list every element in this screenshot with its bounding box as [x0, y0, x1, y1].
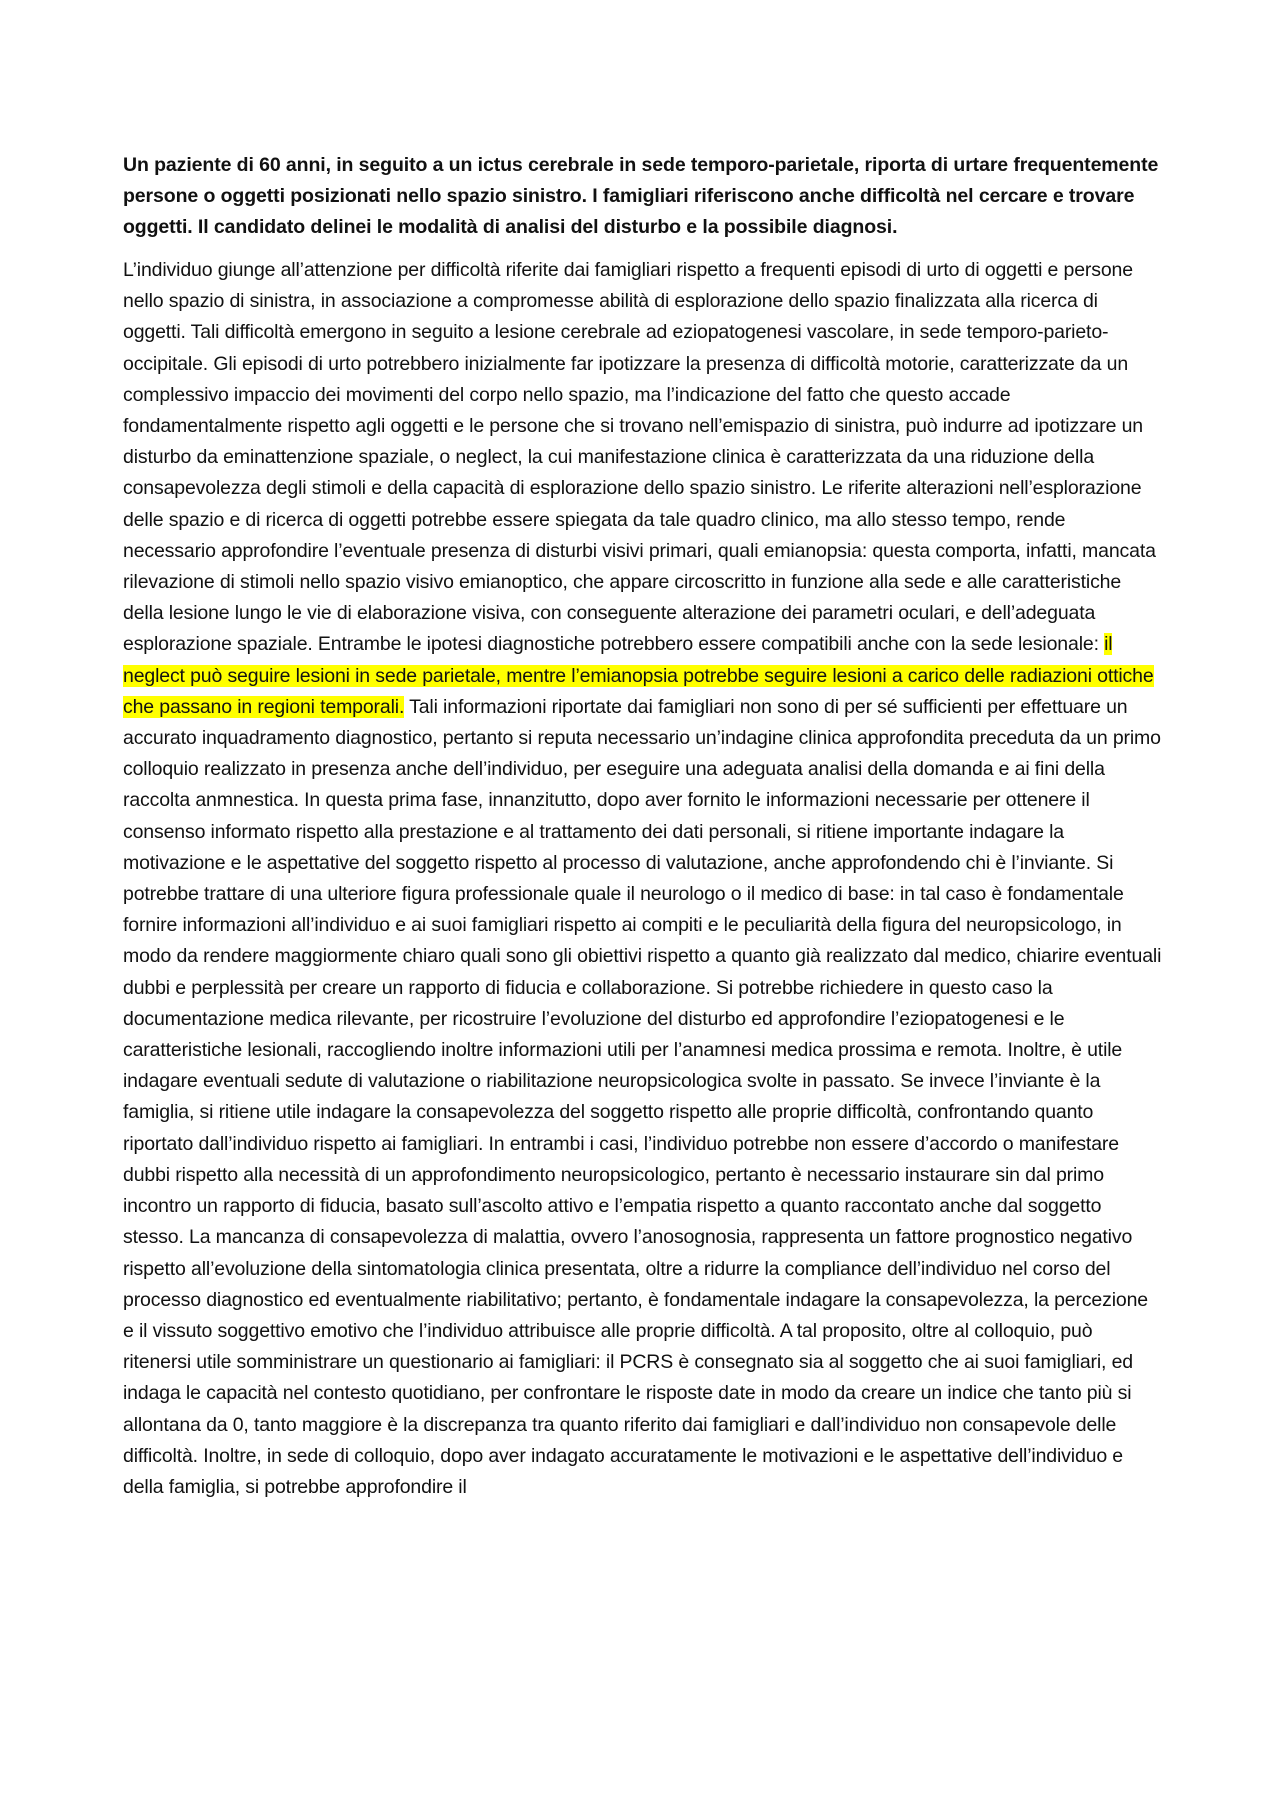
highlighted-text: il neglect può seguire lesioni in sede parietale, mentre l’emianopsia potrebbe seguire lesioni a carico delle radiazioni ottiche che passano in regioni temporali.: [123, 633, 1154, 718]
exam-question: Un paziente di 60 anni, in seguito a un ictus cerebrale in sede temporo-parietale, riporta di urtare frequentemente persone o oggetti posizionati nello spazio sinistro. I famigliari riferiscono anche difficoltà nel cercare e trovare oggetti. Il candidato delinei le modalità di analisi del disturbo e la possibile diagnosi.: [123, 154, 1159, 238]
answer-text-start: L’individuo giunge all’attenzione per difficoltà riferite dai famigliari rispetto a frequenti episodi di urto di oggetti e persone nello spazio di sinistra, in associazione a compromesse abilità di esplorazione dello spazio finalizzata alla ricerca di oggetti. Tali difficoltà emergono in seguito a lesione cerebrale ad eziopatogenesi vascolare, in sede temporo-parieto-occipitale. Gli episodi di urto potrebbero inizialmente far ipotizzare la presenza di difficoltà motorie, caratterizzate da un complessivo impaccio dei movimenti del corpo nello spazio, ma l’indicazione del fatto che questo accade fondamentalmente rispetto agli oggetti e le persone che si trovano nell’emispazio di sinistra, può indurre ad ipotizzare un disturbo da eminattenzione spaziale, o neglect, la cui manifestazione clinica è caratterizzata da una riduzione della consapevolezza degli stimoli e della capacità di esplorazione dello spazio sinistro. Le riferite alterazioni nell’esplorazione delle spazio e di ricerca di oggetti potrebbe essere spiegata da tale quadro clinico, ma allo stesso tempo, rende necessario approfondire l’eventuale presenza di disturbi visivi primari, quali emianopsia: questa comporta, infatti, mancata rilevazione di stimoli nello spazio visivo emianoptico, che appare circoscritto in funzione alla sede e alle caratteristiche della lesione lungo le vie di elaborazione visiva, con conseguente alterazione dei parametri oculari, e dell’adeguata esplorazione spaziale. Entrambe le ipotesi diagnostiche potrebbero essere compatibili anche con la sede lesionale:: [123, 259, 1156, 656]
answer-paragraph: [123, 255, 1163, 1503]
document-content: [123, 150, 1163, 1503]
answer-text-end: Tali informazioni riportate dai famigliari non sono di per sé sufficienti per effettuare un accurato inquadramento diagnostico, pertanto si reputa necessario un’indagine clinica approfondita preceduta da un primo colloquio realizzato in presenza anche dell’individuo, per eseguire una adeguata analisi della domanda e ai fini della raccolta anmnestica. In questa prima fase, innanzitutto, dopo aver fornito le informazioni necessarie per ottenere il consenso informato rispetto alla prestazione e al trattamento dei dati personali, si ritiene importante indagare la motivazione e le aspettative del soggetto rispetto al processo di valutazione, anche approfondendo chi è l’inviante. Si potrebbe trattare di una ulteriore figura professionale quale il neurologo o il medico di base: in tal caso è fondamentale fornire informazioni all’individuo e ai suoi famigliari rispetto ai compiti e le peculiarità della figura del neuropsicologo, in modo da rendere maggiormente chiaro quali sono gli obiettivi rispetto a quanto già realizzato dal medico, chiarire eventuali dubbi e perplessità per creare un rapporto di fiducia e collaborazione. Si potrebbe richiedere in questo caso la documentazione medica rilevante, per ricostruire l’evoluzione del disturbo ed approfondire l’eziopatogenesi e le caratteristiche lesionali, raccogliendo inoltre informazioni utili per l’anamnesi medica prossima e remota. Inoltre, è utile indagare eventuali sedute di valutazione o riabilitazione neuropsicologica svolte in passato. Se invece l’inviante è la famiglia, si ritiene utile indagare la consapevolezza del soggetto rispetto alle proprie difficoltà, confrontando quanto riportato dall’individuo rispetto ai famigliari. In entrambi i casi, l’individuo potrebbe non essere d’accordo o manifestare dubbi rispetto alla necessità di un approfondimento neuropsicologico, pertanto è necessario instaurare sin dal primo incontro un rapporto di fiducia, basato sull’ascolto attivo e l’empatia rispetto a quanto raccontato anche dal soggetto stesso. La mancanza di consapevolezza di malattia, ovvero l’anosognosia, rappresenta un fattore prognostico negativo rispetto all’evoluzione della sintomatologia clinica presentata, oltre a ridurre la compliance dell’individuo nel corso del processo diagnostico ed eventualmente riabilitativo; pertanto, è fondamentale indagare la consapevolezza, la percezione e il vissuto soggettivo emotivo che l’individuo attribuisce alle proprie difficoltà. A tal proposito, oltre al colloquio, può ritenersi utile somministrare un questionario ai famigliari: il PCRS è consegnato sia al soggetto che ai suoi famigliari, ed indaga le capacità nel contesto quotidiano, per confrontare le risposte date in modo da creare un indice che tanto più si allontana da 0, tanto maggiore è la discrepanza tra quanto riferito dai famigliari e dall’individuo non consapevole delle difficoltà. Inoltre, in sede di colloquio, dopo aver indagato accuratamente le motivazioni e le aspettative dell’individuo e della famiglia, si potrebbe approfondire il: [123, 695, 1162, 1498]
